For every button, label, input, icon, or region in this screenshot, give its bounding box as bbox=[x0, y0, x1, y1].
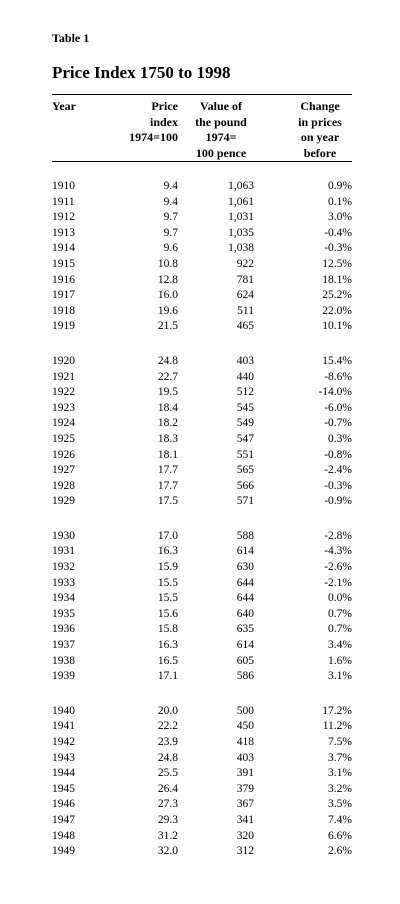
cell-year: 1936 bbox=[52, 623, 75, 636]
decade-group bbox=[52, 179, 352, 335]
cell-year: 1922 bbox=[52, 386, 75, 399]
cell-change: -4.3% bbox=[324, 545, 352, 558]
table-label: Table 1 bbox=[52, 31, 90, 45]
table-row bbox=[52, 288, 352, 304]
table-row bbox=[52, 401, 352, 417]
cell-value-of-pound: 571 bbox=[236, 495, 254, 508]
cell-price-index: 17.1 bbox=[157, 670, 178, 683]
table-row bbox=[52, 319, 352, 335]
cell-year: 1918 bbox=[52, 304, 75, 317]
cell-price-index: 17.0 bbox=[157, 529, 178, 542]
cell-year: 1910 bbox=[52, 180, 75, 192]
table-row bbox=[52, 704, 352, 720]
page-title: Price Index 1750 to 1998 bbox=[52, 63, 231, 82]
cell-price-index: 20.0 bbox=[157, 704, 178, 717]
table-row bbox=[52, 179, 352, 195]
cell-price-index: 32.0 bbox=[157, 845, 178, 858]
table-row bbox=[52, 622, 352, 638]
cell-year: 1914 bbox=[52, 242, 75, 255]
cell-price-index: 9.4 bbox=[163, 180, 178, 192]
cell-change: 3.2% bbox=[328, 782, 352, 795]
cell-change: 3.0% bbox=[328, 211, 352, 224]
table-row bbox=[52, 813, 352, 829]
table-row bbox=[52, 576, 352, 592]
header-year: Year bbox=[52, 99, 76, 113]
cell-price-index: 25.5 bbox=[157, 767, 178, 780]
cell-value-of-pound: 320 bbox=[236, 829, 254, 842]
cell-change: 7.4% bbox=[328, 813, 352, 826]
cell-price-index: 18.3 bbox=[157, 432, 178, 445]
cell-change: -0.9% bbox=[324, 495, 352, 508]
decade-group bbox=[52, 529, 352, 685]
cell-price-index: 9.7 bbox=[163, 211, 178, 224]
cell-price-index: 16.5 bbox=[157, 654, 178, 667]
cell-year: 1943 bbox=[52, 751, 75, 764]
cell-value-of-pound: 644 bbox=[236, 592, 254, 605]
cell-value-of-pound: 391 bbox=[236, 767, 254, 780]
table-row bbox=[52, 195, 352, 211]
table-header bbox=[52, 95, 352, 161]
table-row bbox=[52, 766, 352, 782]
cell-year: 1945 bbox=[52, 782, 75, 795]
cell-value-of-pound: 551 bbox=[236, 448, 254, 461]
cell-price-index: 24.8 bbox=[157, 751, 178, 764]
cell-change: -0.3% bbox=[324, 479, 352, 492]
cell-year: 1930 bbox=[52, 529, 75, 542]
cell-value-of-pound: 644 bbox=[236, 576, 254, 589]
cell-price-index: 15.5 bbox=[157, 592, 178, 605]
table-row bbox=[52, 241, 352, 257]
cell-year: 1934 bbox=[52, 592, 75, 605]
cell-year: 1948 bbox=[52, 829, 75, 842]
cell-year: 1919 bbox=[52, 320, 75, 333]
cell-value-of-pound: 640 bbox=[236, 607, 254, 620]
cell-price-index: 31.2 bbox=[157, 829, 178, 842]
cell-price-index: 18.2 bbox=[157, 417, 178, 430]
table-row bbox=[52, 226, 352, 242]
cell-price-index: 9.4 bbox=[163, 195, 178, 208]
cell-price-index: 9.7 bbox=[163, 226, 178, 239]
table-row bbox=[52, 654, 352, 670]
header-price-index: Price index 1974=100 bbox=[129, 99, 178, 144]
cell-change: 3.5% bbox=[328, 798, 352, 811]
cell-value-of-pound: 547 bbox=[236, 432, 254, 445]
cell-year: 1925 bbox=[52, 432, 75, 445]
cell-change: 10.1% bbox=[322, 320, 352, 333]
table-row bbox=[52, 416, 352, 432]
table-row bbox=[52, 797, 352, 813]
cell-value-of-pound: 367 bbox=[236, 798, 254, 811]
cell-year: 1917 bbox=[52, 289, 75, 302]
cell-value-of-pound: 922 bbox=[236, 257, 254, 270]
cell-year: 1949 bbox=[52, 845, 75, 858]
cell-change: -6.0% bbox=[324, 401, 352, 414]
cell-year: 1942 bbox=[52, 736, 75, 748]
cell-change: 0.3% bbox=[328, 432, 352, 445]
cell-price-index: 29.3 bbox=[157, 813, 178, 826]
cell-price-index: 15.8 bbox=[157, 623, 178, 636]
cell-value-of-pound: 511 bbox=[237, 304, 254, 317]
cell-year: 1933 bbox=[52, 576, 75, 589]
cell-value-of-pound: 403 bbox=[236, 751, 254, 764]
cell-price-index: 12.8 bbox=[157, 273, 178, 286]
cell-year: 1941 bbox=[52, 720, 75, 733]
cell-change: 25.2% bbox=[322, 289, 352, 302]
table-row bbox=[52, 591, 352, 607]
table-row bbox=[52, 529, 352, 545]
cell-value-of-pound: 440 bbox=[236, 370, 254, 383]
table-body bbox=[52, 162, 352, 860]
table-row bbox=[52, 479, 352, 495]
cell-year: 1926 bbox=[52, 448, 75, 461]
cell-change: 2.6% bbox=[328, 845, 352, 858]
cell-price-index: 9.6 bbox=[163, 242, 178, 255]
cell-price-index: 18.4 bbox=[157, 401, 178, 414]
cell-price-index: 15.9 bbox=[157, 561, 178, 574]
cell-year: 1939 bbox=[52, 670, 75, 683]
cell-value-of-pound: 341 bbox=[236, 813, 254, 826]
cell-value-of-pound: 630 bbox=[236, 561, 254, 574]
cell-year: 1937 bbox=[52, 639, 75, 652]
cell-change: 11.2% bbox=[322, 720, 352, 733]
table-row bbox=[52, 273, 352, 289]
table-row bbox=[52, 669, 352, 685]
cell-change: -0.4% bbox=[324, 226, 352, 239]
cell-price-index: 15.6 bbox=[157, 607, 178, 620]
cell-change: -2.8% bbox=[324, 529, 352, 542]
cell-value-of-pound: 588 bbox=[236, 529, 254, 542]
table-row bbox=[52, 385, 352, 401]
cell-change: 18.1% bbox=[322, 273, 352, 286]
cell-change: -0.7% bbox=[324, 417, 352, 430]
cell-year: 1929 bbox=[52, 495, 75, 508]
table-row bbox=[52, 494, 352, 510]
table-row bbox=[52, 210, 352, 226]
decade-group bbox=[52, 704, 352, 860]
cell-change: 3.1% bbox=[328, 767, 352, 780]
cell-price-index: 23.9 bbox=[157, 736, 178, 748]
table-row bbox=[52, 370, 352, 386]
cell-price-index: 17.5 bbox=[157, 495, 178, 508]
cell-year: 1913 bbox=[52, 226, 75, 239]
table-row bbox=[52, 463, 352, 479]
table-row bbox=[52, 354, 352, 370]
cell-year: 1946 bbox=[52, 798, 75, 811]
table-row bbox=[52, 304, 352, 320]
cell-value-of-pound: 450 bbox=[236, 720, 254, 733]
cell-change: 7.5% bbox=[328, 736, 352, 748]
cell-change: 3.7% bbox=[328, 751, 352, 764]
table-row bbox=[52, 257, 352, 273]
cell-change: 12.5% bbox=[322, 257, 352, 270]
cell-change: 3.1% bbox=[328, 670, 352, 683]
cell-price-index: 19.6 bbox=[157, 304, 178, 317]
cell-price-index: 16.3 bbox=[157, 639, 178, 652]
cell-change: -14.0% bbox=[318, 386, 352, 399]
cell-value-of-pound: 500 bbox=[236, 704, 254, 717]
cell-value-of-pound: 614 bbox=[236, 639, 254, 652]
cell-year: 1921 bbox=[52, 370, 75, 383]
header-value-of-pound: Value of the pound 1974= 100 pence bbox=[195, 99, 247, 160]
cell-value-of-pound: 465 bbox=[236, 320, 254, 333]
table-row bbox=[52, 719, 352, 735]
cell-year: 1927 bbox=[52, 464, 75, 477]
cell-price-index: 17.7 bbox=[157, 479, 178, 492]
cell-price-index: 16.0 bbox=[157, 289, 178, 302]
cell-price-index: 17.7 bbox=[157, 464, 178, 477]
cell-value-of-pound: 312 bbox=[236, 845, 254, 858]
cell-year: 1944 bbox=[52, 767, 75, 780]
cell-change: 3.4% bbox=[328, 639, 352, 652]
cell-value-of-pound: 1,061 bbox=[228, 195, 254, 208]
cell-price-index: 27.3 bbox=[157, 798, 178, 811]
cell-change: 22.0% bbox=[322, 304, 352, 317]
cell-change: -8.6% bbox=[324, 370, 352, 383]
cell-change: 0.7% bbox=[328, 623, 352, 636]
cell-price-index: 21.5 bbox=[157, 320, 178, 333]
cell-change: 0.1% bbox=[328, 195, 352, 208]
decade-group bbox=[52, 354, 352, 510]
cell-year: 1924 bbox=[52, 417, 75, 430]
cell-year: 1911 bbox=[52, 195, 75, 208]
cell-price-index: 10.8 bbox=[157, 257, 178, 270]
cell-value-of-pound: 512 bbox=[236, 386, 254, 399]
table-row bbox=[52, 544, 352, 560]
cell-year: 1938 bbox=[52, 654, 75, 667]
cell-change: -2.6% bbox=[324, 561, 352, 574]
cell-change: 0.0% bbox=[328, 592, 352, 605]
cell-year: 1920 bbox=[52, 354, 75, 367]
table-row bbox=[52, 829, 352, 845]
header-change-in-prices: Change in prices on year before bbox=[298, 99, 342, 160]
cell-value-of-pound: 781 bbox=[236, 273, 254, 286]
cell-price-index: 15.5 bbox=[157, 576, 178, 589]
cell-value-of-pound: 1,035 bbox=[228, 226, 254, 239]
table-row bbox=[52, 560, 352, 576]
cell-price-index: 16.3 bbox=[157, 545, 178, 558]
table-row bbox=[52, 735, 352, 751]
document-page bbox=[52, 30, 352, 879]
cell-value-of-pound: 403 bbox=[236, 354, 254, 367]
table-row bbox=[52, 638, 352, 654]
cell-price-index: 22.2 bbox=[157, 720, 178, 733]
table-row bbox=[52, 782, 352, 798]
cell-change: 0.7% bbox=[328, 607, 352, 620]
cell-price-index: 19.5 bbox=[157, 386, 178, 399]
cell-change: 17.2% bbox=[322, 704, 352, 717]
cell-value-of-pound: 379 bbox=[236, 782, 254, 795]
cell-value-of-pound: 614 bbox=[236, 545, 254, 558]
table-row bbox=[52, 448, 352, 464]
cell-year: 1940 bbox=[52, 704, 75, 717]
cell-value-of-pound: 624 bbox=[236, 289, 254, 302]
cell-value-of-pound: 1,038 bbox=[228, 242, 254, 255]
cell-year: 1915 bbox=[52, 257, 75, 270]
cell-value-of-pound: 565 bbox=[236, 464, 254, 477]
cell-year: 1923 bbox=[52, 401, 75, 414]
cell-year: 1928 bbox=[52, 479, 75, 492]
table-row bbox=[52, 844, 352, 860]
cell-value-of-pound: 418 bbox=[236, 736, 254, 748]
table-row bbox=[52, 751, 352, 767]
cell-value-of-pound: 566 bbox=[236, 479, 254, 492]
cell-year: 1912 bbox=[52, 211, 75, 224]
cell-change: -0.8% bbox=[324, 448, 352, 461]
cell-change: -0.3% bbox=[324, 242, 352, 255]
cell-change: 15.4% bbox=[322, 354, 352, 367]
cell-year: 1935 bbox=[52, 607, 75, 620]
cell-change: 0.9% bbox=[328, 180, 352, 192]
cell-value-of-pound: 1,031 bbox=[228, 211, 254, 224]
cell-value-of-pound: 549 bbox=[236, 417, 254, 430]
cell-year: 1932 bbox=[52, 561, 75, 574]
cell-value-of-pound: 586 bbox=[236, 670, 254, 683]
cell-year: 1916 bbox=[52, 273, 75, 286]
cell-change: -2.4% bbox=[324, 464, 352, 477]
cell-value-of-pound: 635 bbox=[236, 623, 254, 636]
cell-price-index: 24.8 bbox=[157, 354, 178, 367]
cell-price-index: 26.4 bbox=[157, 782, 178, 795]
cell-price-index: 18.1 bbox=[157, 448, 178, 461]
cell-year: 1931 bbox=[52, 545, 75, 558]
cell-change: -2.1% bbox=[324, 576, 352, 589]
table-row bbox=[52, 432, 352, 448]
cell-value-of-pound: 545 bbox=[236, 401, 254, 414]
cell-price-index: 22.7 bbox=[157, 370, 178, 383]
cell-change: 1.6% bbox=[328, 654, 352, 667]
cell-value-of-pound: 605 bbox=[236, 654, 254, 667]
cell-value-of-pound: 1,063 bbox=[228, 180, 254, 192]
table-row bbox=[52, 607, 352, 623]
cell-change: 6.6% bbox=[328, 829, 352, 842]
cell-year: 1947 bbox=[52, 813, 75, 826]
